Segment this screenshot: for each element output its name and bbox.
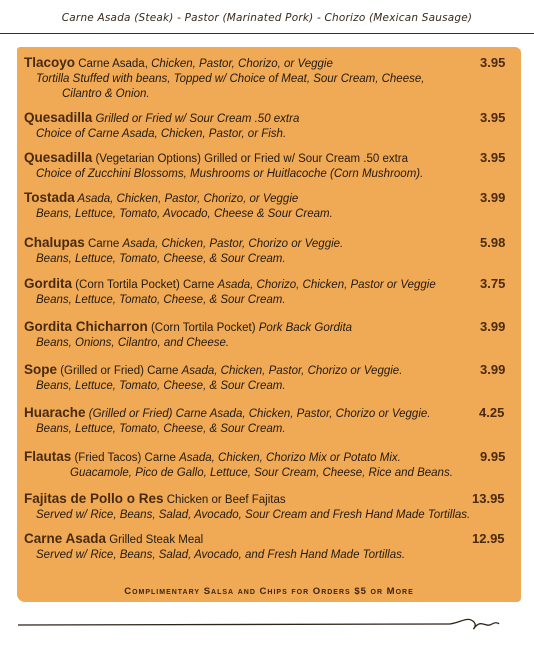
menu-item	[24, 449, 514, 481]
menu-item-description: Cilantro & Onion.	[62, 88, 150, 100]
menu-item-price: 13.95	[472, 491, 505, 506]
menu-item-title-line	[24, 362, 514, 379]
menu-item-options: Carne Asada,	[75, 58, 152, 70]
bottom-flourish-divider	[0, 612, 534, 638]
menu-item	[24, 55, 514, 102]
menu-item-name: Quesadilla	[24, 150, 93, 165]
menu-item-description: Choice of Carne Asada, Chicken, Pastor, or Fish.	[36, 128, 287, 140]
menu-item-options-italic: Asada, Chicken, Chorizo Mix or Potato Mix.	[179, 452, 401, 464]
menu-item-price: 5.98	[480, 235, 506, 250]
menu-item-options-italic: Asada, Chicken, Pastor, Chorizo or Veggie.	[181, 365, 403, 377]
menu-item-price: 3.95	[480, 55, 506, 70]
menu-item-name: Huarache	[24, 405, 86, 420]
menu-item-options-italic: Asada, Chorizo, Chicken, Pastor or Veggie	[217, 279, 436, 291]
menu-item-options: (Vegetarian Options) Grilled or Fried w/ Sour Cream .50 extra	[92, 153, 409, 165]
menu-item-options-italic: Asada, Chicken, Pastor, Chorizo, or Veggie	[74, 193, 299, 205]
menu-item	[24, 235, 514, 267]
menu-item-title-line	[24, 531, 514, 548]
menu-item-name: Sope	[24, 362, 58, 377]
menu-item-name: Fajitas de Pollo o Res	[24, 491, 164, 506]
menu-item-price: 4.25	[479, 405, 505, 420]
menu-subtitle: Carne Asada (Steak) - Pastor (Marinated Pork) - Chorizo (Mexican Sausage)	[61, 12, 473, 24]
menu-item-title-line	[24, 190, 514, 207]
menu-item-price: 9.95	[480, 449, 506, 464]
menu-item-options: (Grilled or Fried) Carne	[57, 365, 182, 377]
menu-item-name: Tlacoyo	[24, 55, 76, 70]
menu-item-price: 3.95	[480, 150, 506, 165]
menu-item-options: Grilled Steak Meal	[106, 534, 204, 546]
menu-item-options: (Corn Tortila Pocket)	[147, 322, 259, 334]
menu-item	[24, 531, 514, 563]
menu-item	[24, 276, 514, 308]
menu-item-price: 3.99	[480, 190, 506, 205]
menu-item	[24, 491, 514, 523]
menu-item-description: Beans, Lettuce, Tomato, Cheese, & Sour Cream.	[36, 380, 286, 392]
menu-item-description: Guacamole, Pico de Gallo, Lettuce, Sour Cream, Cheese, Rice and Beans.	[70, 467, 453, 479]
menu-item-options: Carne	[84, 238, 123, 250]
menu-item-title-line	[24, 55, 514, 72]
top-divider	[0, 33, 534, 34]
menu-item-title-line	[24, 150, 514, 167]
menu-item-title-line	[24, 319, 514, 336]
menu-item-price: 3.95	[480, 110, 506, 125]
menu-item-name: Chalupas	[24, 235, 85, 250]
menu-item-options-italic: Grilled or Fried w/ Sour Cream .50 extra	[92, 113, 300, 125]
menu-item-description: Beans, Lettuce, Tomato, Cheese, & Sour Cream.	[36, 253, 286, 265]
menu-item-description: Beans, Onions, Cilantro, and Cheese.	[36, 337, 230, 349]
menu-item-name: Tostada	[24, 190, 75, 205]
menu-item	[24, 150, 514, 182]
menu-item-options: (Fried Tacos) Carne	[71, 452, 180, 464]
menu-item-title-line	[24, 235, 514, 252]
menu-item-name: Carne Asada	[24, 531, 107, 546]
menu-item-options: (Corn Tortila Pocket) Carne	[72, 279, 218, 291]
menu-item-title-line	[24, 405, 514, 422]
menu-item-description: Beans, Lettuce, Tomato, Cheese, & Sour Cream.	[36, 423, 286, 435]
menu-item-description: Tortilla Stuffed with beans, Topped w/ Choice of Meat, Sour Cream, Cheese,	[36, 73, 425, 85]
menu-item-price: 3.75	[480, 276, 506, 291]
menu-item	[24, 362, 514, 394]
menu-item-name: Quesadilla	[24, 110, 93, 125]
menu-item-description: Served w/ Rice, Beans, Salad, Avocado, and Fresh Hand Made Tortillas.	[36, 549, 406, 561]
menu-item-price: 12.95	[472, 531, 505, 546]
menu-item-name: Gordita	[24, 276, 73, 291]
menu-item-price: 3.99	[480, 362, 506, 377]
menu-item-title-line	[24, 449, 514, 466]
menu-item-description: Served w/ Rice, Beans, Salad, Avocado, Sour Cream and Fresh Hand Made Tortillas.	[36, 509, 471, 521]
menu-item-options: Chicken or Beef Fajitas	[163, 494, 286, 506]
menu-item	[24, 405, 514, 437]
menu-item	[24, 190, 514, 222]
menu-item-name: Flautas	[24, 449, 72, 464]
menu-item-title-line	[24, 491, 514, 508]
menu-item-name: Gordita Chicharron	[24, 319, 148, 334]
menu-item-title-line	[24, 276, 514, 293]
menu-item-options-italic: Pork Back Gordita	[258, 322, 353, 334]
menu-item-title-line	[24, 110, 514, 127]
menu-item	[24, 319, 514, 351]
menu-item-options-italic: (Grilled or Fried) Carne Asada, Chicken, Pastor, Chorizo or Veggie.	[88, 408, 431, 420]
menu-item-description: Choice of Zucchini Blossoms, Mushrooms or Huitlacoche (Corn Mushroom).	[36, 168, 424, 180]
menu-item	[24, 110, 514, 142]
menu-item-options-italic: Chicken, Pastor, Chorizo, or Veggie	[151, 58, 333, 70]
menu-item-price: 3.99	[480, 319, 506, 334]
menu-item-description: Beans, Lettuce, Tomato, Avocado, Cheese & Sour Cream.	[36, 208, 333, 220]
menu-item-options-italic: Asada, Chicken, Pastor, Chorizo or Veggie.	[122, 238, 344, 250]
complimentary-note: Complimentary Salsa and Chips for Orders $5 or More	[124, 586, 414, 597]
menu-item-description: Beans, Lettuce, Tomato, Cheese, & Sour Cream.	[36, 294, 286, 306]
